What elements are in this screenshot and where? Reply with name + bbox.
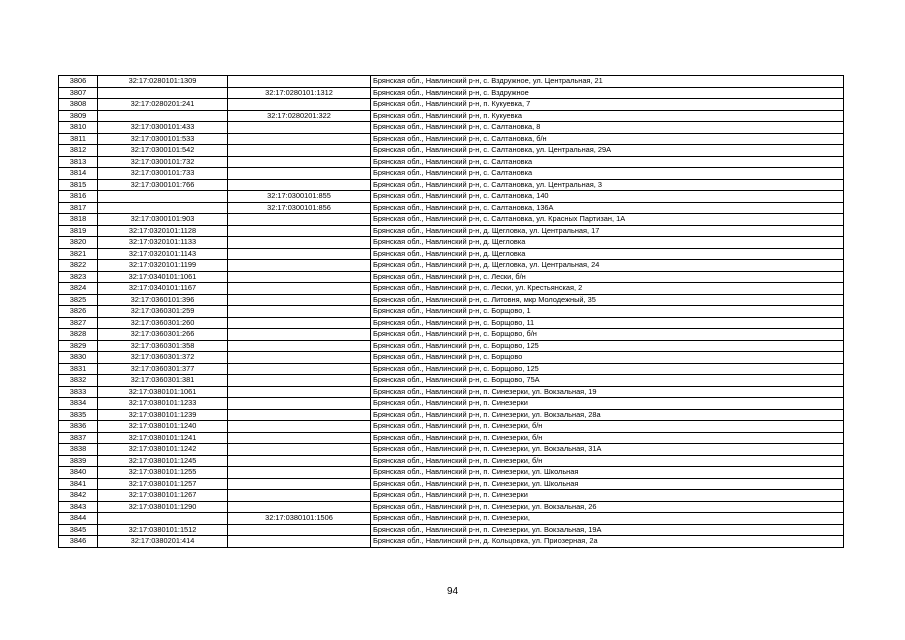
row-number-cell: 3809	[59, 110, 98, 122]
table-row	[59, 386, 844, 398]
table-row	[59, 513, 844, 525]
cadastral-number-alt-cell	[228, 340, 371, 352]
table-row	[59, 490, 844, 502]
table-row	[59, 409, 844, 421]
cadastral-number-alt-cell	[228, 76, 371, 88]
table-row	[59, 340, 844, 352]
address-cell: Брянская обл., Навлинский р-н, д. Щегловка, ул. Центральная, 17	[371, 225, 844, 237]
address-cell: Брянская обл., Навлинский р-н, п. Синезерки, ул. Вокзальная, 19А	[371, 524, 844, 536]
table-row	[59, 352, 844, 364]
row-number-cell: 3827	[59, 317, 98, 329]
cadastral-number-cell: 32:17:0340101:1061	[98, 271, 228, 283]
cadastral-number-cell: 32:17:0380101:1239	[98, 409, 228, 421]
table-row	[59, 99, 844, 111]
row-number-cell: 3814	[59, 168, 98, 180]
address-cell: Брянская обл., Навлинский р-н, с. Борщово, 11	[371, 317, 844, 329]
address-cell: Брянская обл., Навлинский р-н, п. Кукуевка, 7	[371, 99, 844, 111]
cadastral-number-cell: 32:17:0360301:259	[98, 306, 228, 318]
row-number-cell: 3830	[59, 352, 98, 364]
cadastral-number-cell: 32:17:0320101:1199	[98, 260, 228, 272]
table-row	[59, 467, 844, 479]
cadastral-number-alt-cell	[228, 386, 371, 398]
row-number-cell: 3806	[59, 76, 98, 88]
row-number-cell: 3829	[59, 340, 98, 352]
table-row	[59, 271, 844, 283]
cadastral-number-cell: 32:17:0300101:903	[98, 214, 228, 226]
row-number-cell: 3819	[59, 225, 98, 237]
row-number-cell: 3825	[59, 294, 98, 306]
cadastral-number-alt-cell	[228, 409, 371, 421]
table-row	[59, 398, 844, 410]
row-number-cell: 3818	[59, 214, 98, 226]
cadastral-number-alt-cell	[228, 294, 371, 306]
row-number-cell: 3823	[59, 271, 98, 283]
address-cell: Брянская обл., Навлинский р-н, п. Синезерки,	[371, 513, 844, 525]
row-number-cell: 3833	[59, 386, 98, 398]
table-row	[59, 294, 844, 306]
table-row	[59, 156, 844, 168]
table-row	[59, 536, 844, 548]
cadastral-number-alt-cell	[228, 375, 371, 387]
cadastral-number-cell: 32:17:0380101:1267	[98, 490, 228, 502]
row-number-cell: 3822	[59, 260, 98, 272]
row-number-cell: 3824	[59, 283, 98, 295]
table-row	[59, 455, 844, 467]
cadastral-number-alt-cell	[228, 214, 371, 226]
cadastral-number-cell: 32:17:0380101:1290	[98, 501, 228, 513]
cadastral-number-cell: 32:17:0320101:1143	[98, 248, 228, 260]
cadastral-number-alt-cell	[228, 271, 371, 283]
cadastral-number-alt-cell	[228, 145, 371, 157]
table-row	[59, 478, 844, 490]
row-number-cell: 3831	[59, 363, 98, 375]
row-number-cell: 3816	[59, 191, 98, 203]
address-cell: Брянская обл., Навлинский р-н, д. Щегловка	[371, 248, 844, 260]
cadastral-number-cell: 32:17:0360301:260	[98, 317, 228, 329]
cadastral-number-cell	[98, 110, 228, 122]
address-cell: Брянская обл., Навлинский р-н, п. Синезерки, б/н	[371, 421, 844, 433]
cadastral-number-cell: 32:17:0300101:533	[98, 133, 228, 145]
cadastral-number-cell: 32:17:0360301:372	[98, 352, 228, 364]
row-number-cell: 3845	[59, 524, 98, 536]
cadastral-number-cell: 32:17:0380101:1512	[98, 524, 228, 536]
cadastral-number-alt-cell: 32:17:0300101:856	[228, 202, 371, 214]
cadastral-number-cell: 32:17:0280201:241	[98, 99, 228, 111]
table-row	[59, 110, 844, 122]
address-cell: Брянская обл., Навлинский р-н, с. Лески, б/н	[371, 271, 844, 283]
address-cell: Брянская обл., Навлинский р-н, с. Борщово, 75А	[371, 375, 844, 387]
table-row	[59, 306, 844, 318]
row-number-cell: 3840	[59, 467, 98, 479]
table-row	[59, 432, 844, 444]
row-number-cell: 3832	[59, 375, 98, 387]
cadastral-number-cell: 32:17:0380101:1061	[98, 386, 228, 398]
cadastral-number-cell: 32:17:0300101:733	[98, 168, 228, 180]
cadastral-number-alt-cell	[228, 478, 371, 490]
cadastral-number-cell	[98, 191, 228, 203]
cadastral-number-alt-cell	[228, 467, 371, 479]
cadastral-number-alt-cell	[228, 444, 371, 456]
address-cell: Брянская обл., Навлинский р-н, с. Салтановка, ул. Центральная, 3	[371, 179, 844, 191]
table-row	[59, 237, 844, 249]
cadastral-number-alt-cell	[228, 490, 371, 502]
cadastral-number-alt-cell	[228, 133, 371, 145]
row-number-cell: 3812	[59, 145, 98, 157]
row-number-cell: 3808	[59, 99, 98, 111]
cadastral-number-alt-cell	[228, 398, 371, 410]
address-cell: Брянская обл., Навлинский р-н, п. Синезерки, ул. Школьная	[371, 467, 844, 479]
cadastral-number-alt-cell	[228, 122, 371, 134]
address-cell: Брянская обл., Навлинский р-н, п. Синезерки, ул. Школьная	[371, 478, 844, 490]
address-cell: Брянская обл., Навлинский р-н, с. Вздружное	[371, 87, 844, 99]
address-cell: Брянская обл., Навлинский р-н, с. Салтановка	[371, 156, 844, 168]
cadastral-number-alt-cell	[228, 421, 371, 433]
table-row	[59, 283, 844, 295]
cadastral-number-cell: 32:17:0380101:1245	[98, 455, 228, 467]
table-row	[59, 248, 844, 260]
table-row	[59, 122, 844, 134]
row-number-cell: 3843	[59, 501, 98, 513]
row-number-cell: 3813	[59, 156, 98, 168]
cadastral-number-cell: 32:17:0360301:358	[98, 340, 228, 352]
address-cell: Брянская обл., Навлинский р-н, п. Синезерки, б/н	[371, 432, 844, 444]
address-cell: Брянская обл., Навлинский р-н, с. Салтановка, 136А	[371, 202, 844, 214]
address-cell: Брянская обл., Навлинский р-н, с. Борщово	[371, 352, 844, 364]
address-cell: Брянская обл., Навлинский р-н, п. Синезерки, ул. Вокзальная, 31А	[371, 444, 844, 456]
row-number-cell: 3842	[59, 490, 98, 502]
registry-table-body	[59, 76, 844, 548]
row-number-cell: 3828	[59, 329, 98, 341]
cadastral-number-alt-cell	[228, 225, 371, 237]
cadastral-number-cell: 32:17:0360101:396	[98, 294, 228, 306]
row-number-cell: 3834	[59, 398, 98, 410]
cadastral-number-cell: 32:17:0380101:1242	[98, 444, 228, 456]
row-number-cell: 3807	[59, 87, 98, 99]
cadastral-number-alt-cell	[228, 501, 371, 513]
address-cell: Брянская обл., Навлинский р-н, с. Салтановка, 140	[371, 191, 844, 203]
cadastral-number-alt-cell	[228, 329, 371, 341]
address-cell: Брянская обл., Навлинский р-н, д. Щегловка, ул. Центральная, 24	[371, 260, 844, 272]
table-row	[59, 363, 844, 375]
address-cell: Брянская обл., Навлинский р-н, с. Салтановка, ул. Центральная, 29А	[371, 145, 844, 157]
cadastral-number-alt-cell	[228, 248, 371, 260]
address-cell: Брянская обл., Навлинский р-н, с. Салтановка	[371, 168, 844, 180]
row-number-cell: 3841	[59, 478, 98, 490]
cadastral-number-cell: 32:17:0380101:1233	[98, 398, 228, 410]
registry-table	[58, 75, 844, 548]
cadastral-number-cell: 32:17:0380201:414	[98, 536, 228, 548]
cadastral-number-alt-cell	[228, 536, 371, 548]
cadastral-number-cell	[98, 513, 228, 525]
cadastral-number-cell: 32:17:0300101:732	[98, 156, 228, 168]
cadastral-number-alt-cell	[228, 352, 371, 364]
cadastral-number-alt-cell: 32:17:0380101:1506	[228, 513, 371, 525]
row-number-cell: 3846	[59, 536, 98, 548]
row-number-cell: 3838	[59, 444, 98, 456]
cadastral-number-cell: 32:17:0380101:1240	[98, 421, 228, 433]
row-number-cell: 3821	[59, 248, 98, 260]
address-cell: Брянская обл., Навлинский р-н, п. Синезерки, ул. Вокзальная, 19	[371, 386, 844, 398]
table-row	[59, 260, 844, 272]
table-row	[59, 225, 844, 237]
cadastral-number-alt-cell	[228, 156, 371, 168]
cadastral-number-alt-cell	[228, 237, 371, 249]
cadastral-number-cell: 32:17:0320101:1133	[98, 237, 228, 249]
address-cell: Брянская обл., Навлинский р-н, п. Синезерки	[371, 398, 844, 410]
address-cell: Брянская обл., Навлинский р-н, с. Борщово, 1	[371, 306, 844, 318]
cadastral-number-alt-cell	[228, 306, 371, 318]
cadastral-number-cell: 32:17:0380101:1255	[98, 467, 228, 479]
table-row	[59, 168, 844, 180]
table-row	[59, 133, 844, 145]
cadastral-number-cell: 32:17:0300101:542	[98, 145, 228, 157]
cadastral-number-alt-cell: 32:17:0280201:322	[228, 110, 371, 122]
cadastral-number-cell: 32:17:0300101:766	[98, 179, 228, 191]
address-cell: Брянская обл., Навлинский р-н, с. Вздружное, ул. Центральная, 21	[371, 76, 844, 88]
table-row	[59, 375, 844, 387]
cadastral-number-cell: 32:17:0380101:1257	[98, 478, 228, 490]
cadastral-number-alt-cell: 32:17:0280101:1312	[228, 87, 371, 99]
cadastral-number-cell: 32:17:0360301:381	[98, 375, 228, 387]
row-number-cell: 3826	[59, 306, 98, 318]
table-row	[59, 317, 844, 329]
cadastral-number-alt-cell	[228, 168, 371, 180]
cadastral-number-alt-cell	[228, 317, 371, 329]
cadastral-number-cell: 32:17:0360301:377	[98, 363, 228, 375]
address-cell: Брянская обл., Навлинский р-н, п. Синезерки, б/н	[371, 455, 844, 467]
row-number-cell: 3836	[59, 421, 98, 433]
page-number: 94	[446, 586, 459, 597]
table-row	[59, 501, 844, 513]
cadastral-number-cell: 32:17:0320101:1128	[98, 225, 228, 237]
table-row	[59, 191, 844, 203]
cadastral-number-cell: 32:17:0340101:1167	[98, 283, 228, 295]
table-row	[59, 214, 844, 226]
row-number-cell: 3815	[59, 179, 98, 191]
table-row	[59, 444, 844, 456]
cadastral-number-cell: 32:17:0360301:266	[98, 329, 228, 341]
cadastral-number-alt-cell	[228, 432, 371, 444]
table-row	[59, 145, 844, 157]
cadastral-number-alt-cell	[228, 524, 371, 536]
cadastral-number-alt-cell	[228, 179, 371, 191]
row-number-cell: 3820	[59, 237, 98, 249]
cadastral-number-alt-cell	[228, 363, 371, 375]
address-cell: Брянская обл., Навлинский р-н, п. Кукуевка	[371, 110, 844, 122]
row-number-cell: 3810	[59, 122, 98, 134]
cadastral-number-cell: 32:17:0300101:433	[98, 122, 228, 134]
address-cell: Брянская обл., Навлинский р-н, с. Салтановка, ул. Красных Партизан, 1А	[371, 214, 844, 226]
address-cell: Брянская обл., Навлинский р-н, с. Борщово, 125	[371, 340, 844, 352]
cadastral-number-alt-cell	[228, 283, 371, 295]
address-cell: Брянская обл., Навлинский р-н, п. Синезерки, ул. Вокзальная, 26	[371, 501, 844, 513]
cadastral-number-alt-cell: 32:17:0300101:855	[228, 191, 371, 203]
address-cell: Брянская обл., Навлинский р-н, с. Лески, ул. Крестьянская, 2	[371, 283, 844, 295]
address-cell: Брянская обл., Навлинский р-н, д. Кольцовка, ул. Приозерная, 2а	[371, 536, 844, 548]
table-row	[59, 421, 844, 433]
row-number-cell: 3811	[59, 133, 98, 145]
row-number-cell: 3835	[59, 409, 98, 421]
table-row	[59, 329, 844, 341]
address-cell: Брянская обл., Навлинский р-н, с. Борщово, б/н	[371, 329, 844, 341]
address-cell: Брянская обл., Навлинский р-н, с. Борщово, 125	[371, 363, 844, 375]
row-number-cell: 3817	[59, 202, 98, 214]
row-number-cell: 3837	[59, 432, 98, 444]
table-row	[59, 76, 844, 88]
address-cell: Брянская обл., Навлинский р-н, п. Синезерки	[371, 490, 844, 502]
table-row	[59, 87, 844, 99]
address-cell: Брянская обл., Навлинский р-н, с. Литовня, мкр Молодежный, 35	[371, 294, 844, 306]
address-cell: Брянская обл., Навлинский р-н, д. Щегловка	[371, 237, 844, 249]
cadastral-number-cell	[98, 87, 228, 99]
cadastral-number-alt-cell	[228, 99, 371, 111]
row-number-cell: 3844	[59, 513, 98, 525]
address-cell: Брянская обл., Навлинский р-н, с. Салтановка, 8	[371, 122, 844, 134]
cadastral-number-cell: 32:17:0380101:1241	[98, 432, 228, 444]
table-row	[59, 202, 844, 214]
cadastral-number-alt-cell	[228, 455, 371, 467]
row-number-cell: 3839	[59, 455, 98, 467]
table-row	[59, 179, 844, 191]
table-row	[59, 524, 844, 536]
cadastral-number-cell: 32:17:0280101:1309	[98, 76, 228, 88]
cadastral-number-cell	[98, 202, 228, 214]
cadastral-number-alt-cell	[228, 260, 371, 272]
address-cell: Брянская обл., Навлинский р-н, с. Салтановка, б/н	[371, 133, 844, 145]
address-cell: Брянская обл., Навлинский р-н, п. Синезерки, ул. Вокзальная, 28а	[371, 409, 844, 421]
